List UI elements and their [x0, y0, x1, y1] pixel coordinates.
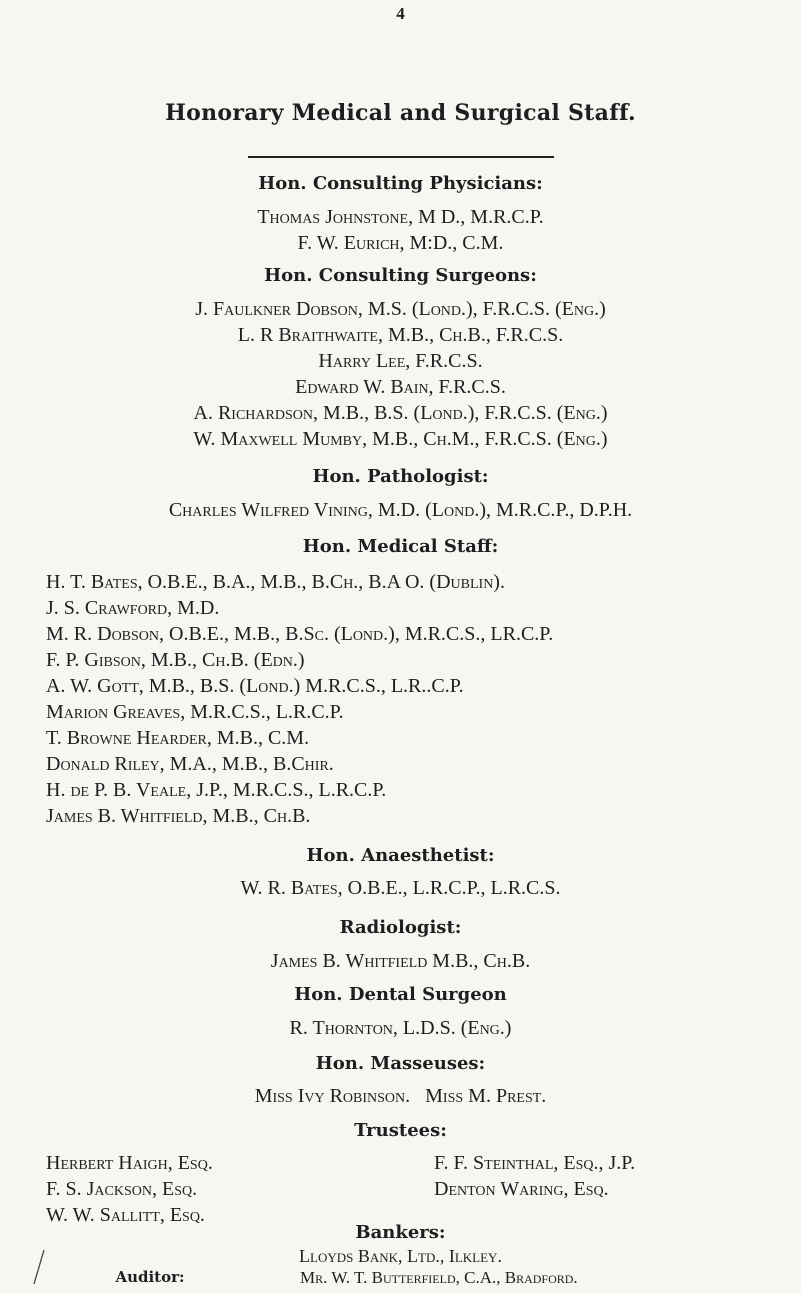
- medical-staff-line: T. Browne Hearder, M.B., C.M.: [46, 727, 310, 749]
- trustees-heading: Trustees:: [354, 1120, 447, 1141]
- physician-line: F. W. Eurich, M:D., C.M.: [297, 232, 504, 254]
- page-title: Honorary Medical and Surgical Staff.: [165, 100, 636, 126]
- surgeon-line: Edward W. Bain, F.R.C.S.: [295, 376, 506, 398]
- radiologist-line: James B. Whitfield M.B., Ch.B.: [270, 950, 531, 972]
- medical-staff-heading: Hon. Medical Staff:: [302, 536, 499, 557]
- page-number: 4: [396, 4, 405, 23]
- surgeon-line: Harry Lee, F.R.C.S.: [318, 350, 483, 372]
- trustee-name: W. W. Sallitt, Esq.: [46, 1204, 205, 1226]
- medical-staff-line: H. T. Bates, O.B.E., B.A., M.B., B.Ch., B.A O. (Dublin).: [46, 571, 505, 593]
- pathologist-line: Charles Wilfred Vining, M.D. (Lond.), M.R.C.P., D.P.H.: [168, 499, 633, 521]
- surgeon-line: J. Faulkner Dobson, M.S. (Lond.), F.R.C.S. (Eng.): [195, 298, 606, 320]
- surgeon-line: A. Richardson, M.B., B.S. (Lond.), F.R.C.S. (Eng.): [193, 402, 608, 424]
- medical-staff-line: M. R. Dobson, O.B.E., M.B., B.Sc. (Lond.), M.R.C.S., LR.C.P.: [46, 623, 554, 645]
- radiologist-heading: Radiologist:: [339, 917, 462, 938]
- trustee-name: F. F. Steinthal, Esq., J.P.: [434, 1152, 636, 1174]
- medical-staff-line: H. de P. B. Veale, J.P., M.R.C.S., L.R.C.P.: [46, 779, 387, 801]
- medical-staff-line: Donald Riley, M.A., M.B., B.Chir.: [46, 753, 334, 775]
- consulting-physicians-heading: Hon. Consulting Physicians:: [258, 173, 543, 194]
- surgeon-line: L. R Braithwaite, M.B., Ch.B., F.R.C.S.: [237, 324, 564, 346]
- medical-staff-line: J. S. Crawford, M.D.: [46, 597, 220, 619]
- masseuses-line: Miss Ivy Robinson. Miss M. Prest.: [254, 1085, 547, 1107]
- bankers-heading: Bankers:: [355, 1222, 446, 1243]
- medical-staff-line: James B. Whitfield, M.B., Ch.B.: [46, 805, 311, 827]
- medical-staff-line: A. W. Gott, M.B., B.S. (Lond.) M.R.C.S., L.R..C.P.: [46, 675, 464, 697]
- medical-staff-line: F. P. Gibson, M.B., Ch.B. (Edn.): [46, 649, 305, 671]
- trustee-name: Denton Waring, Esq.: [434, 1178, 609, 1200]
- title-rule: [248, 156, 554, 158]
- bankers-line: Lloyds Bank, Ltd., Ilkley.: [299, 1246, 502, 1266]
- dental-surgeon-line: R. Thornton, L.D.S. (Eng.): [289, 1017, 512, 1039]
- anaesthetist-line: W. R. Bates, O.B.E., L.R.C.P., L.R.C.S.: [240, 877, 561, 899]
- medical-staff-line: Marion Greaves, M.R.C.S., L.R.C.P.: [46, 701, 344, 723]
- pathologist-heading: Hon. Pathologist:: [312, 466, 489, 487]
- physician-line: Thomas Johnstone, M D., M.R.C.P.: [257, 206, 544, 228]
- surgeon-line: W. Maxwell Mumby, M.B., Ch.M., F.R.C.S. (Eng.): [193, 428, 608, 450]
- trustee-name: F. S. Jackson, Esq.: [46, 1178, 198, 1200]
- anaesthetist-heading: Hon. Anaesthetist:: [306, 845, 495, 866]
- pen-mark: [32, 1248, 46, 1286]
- auditor-line: Mr. W. T. Butterfield, C.A., Bradford.: [300, 1268, 578, 1287]
- masseuses-heading: Hon. Masseuses:: [315, 1053, 486, 1074]
- auditor-heading: Auditor:: [115, 1268, 185, 1286]
- consulting-surgeons-heading: Hon. Consulting Surgeons:: [264, 265, 537, 286]
- trustee-name: Herbert Haigh, Esq.: [46, 1152, 213, 1174]
- dental-surgeon-heading: Hon. Dental Surgeon: [294, 984, 507, 1005]
